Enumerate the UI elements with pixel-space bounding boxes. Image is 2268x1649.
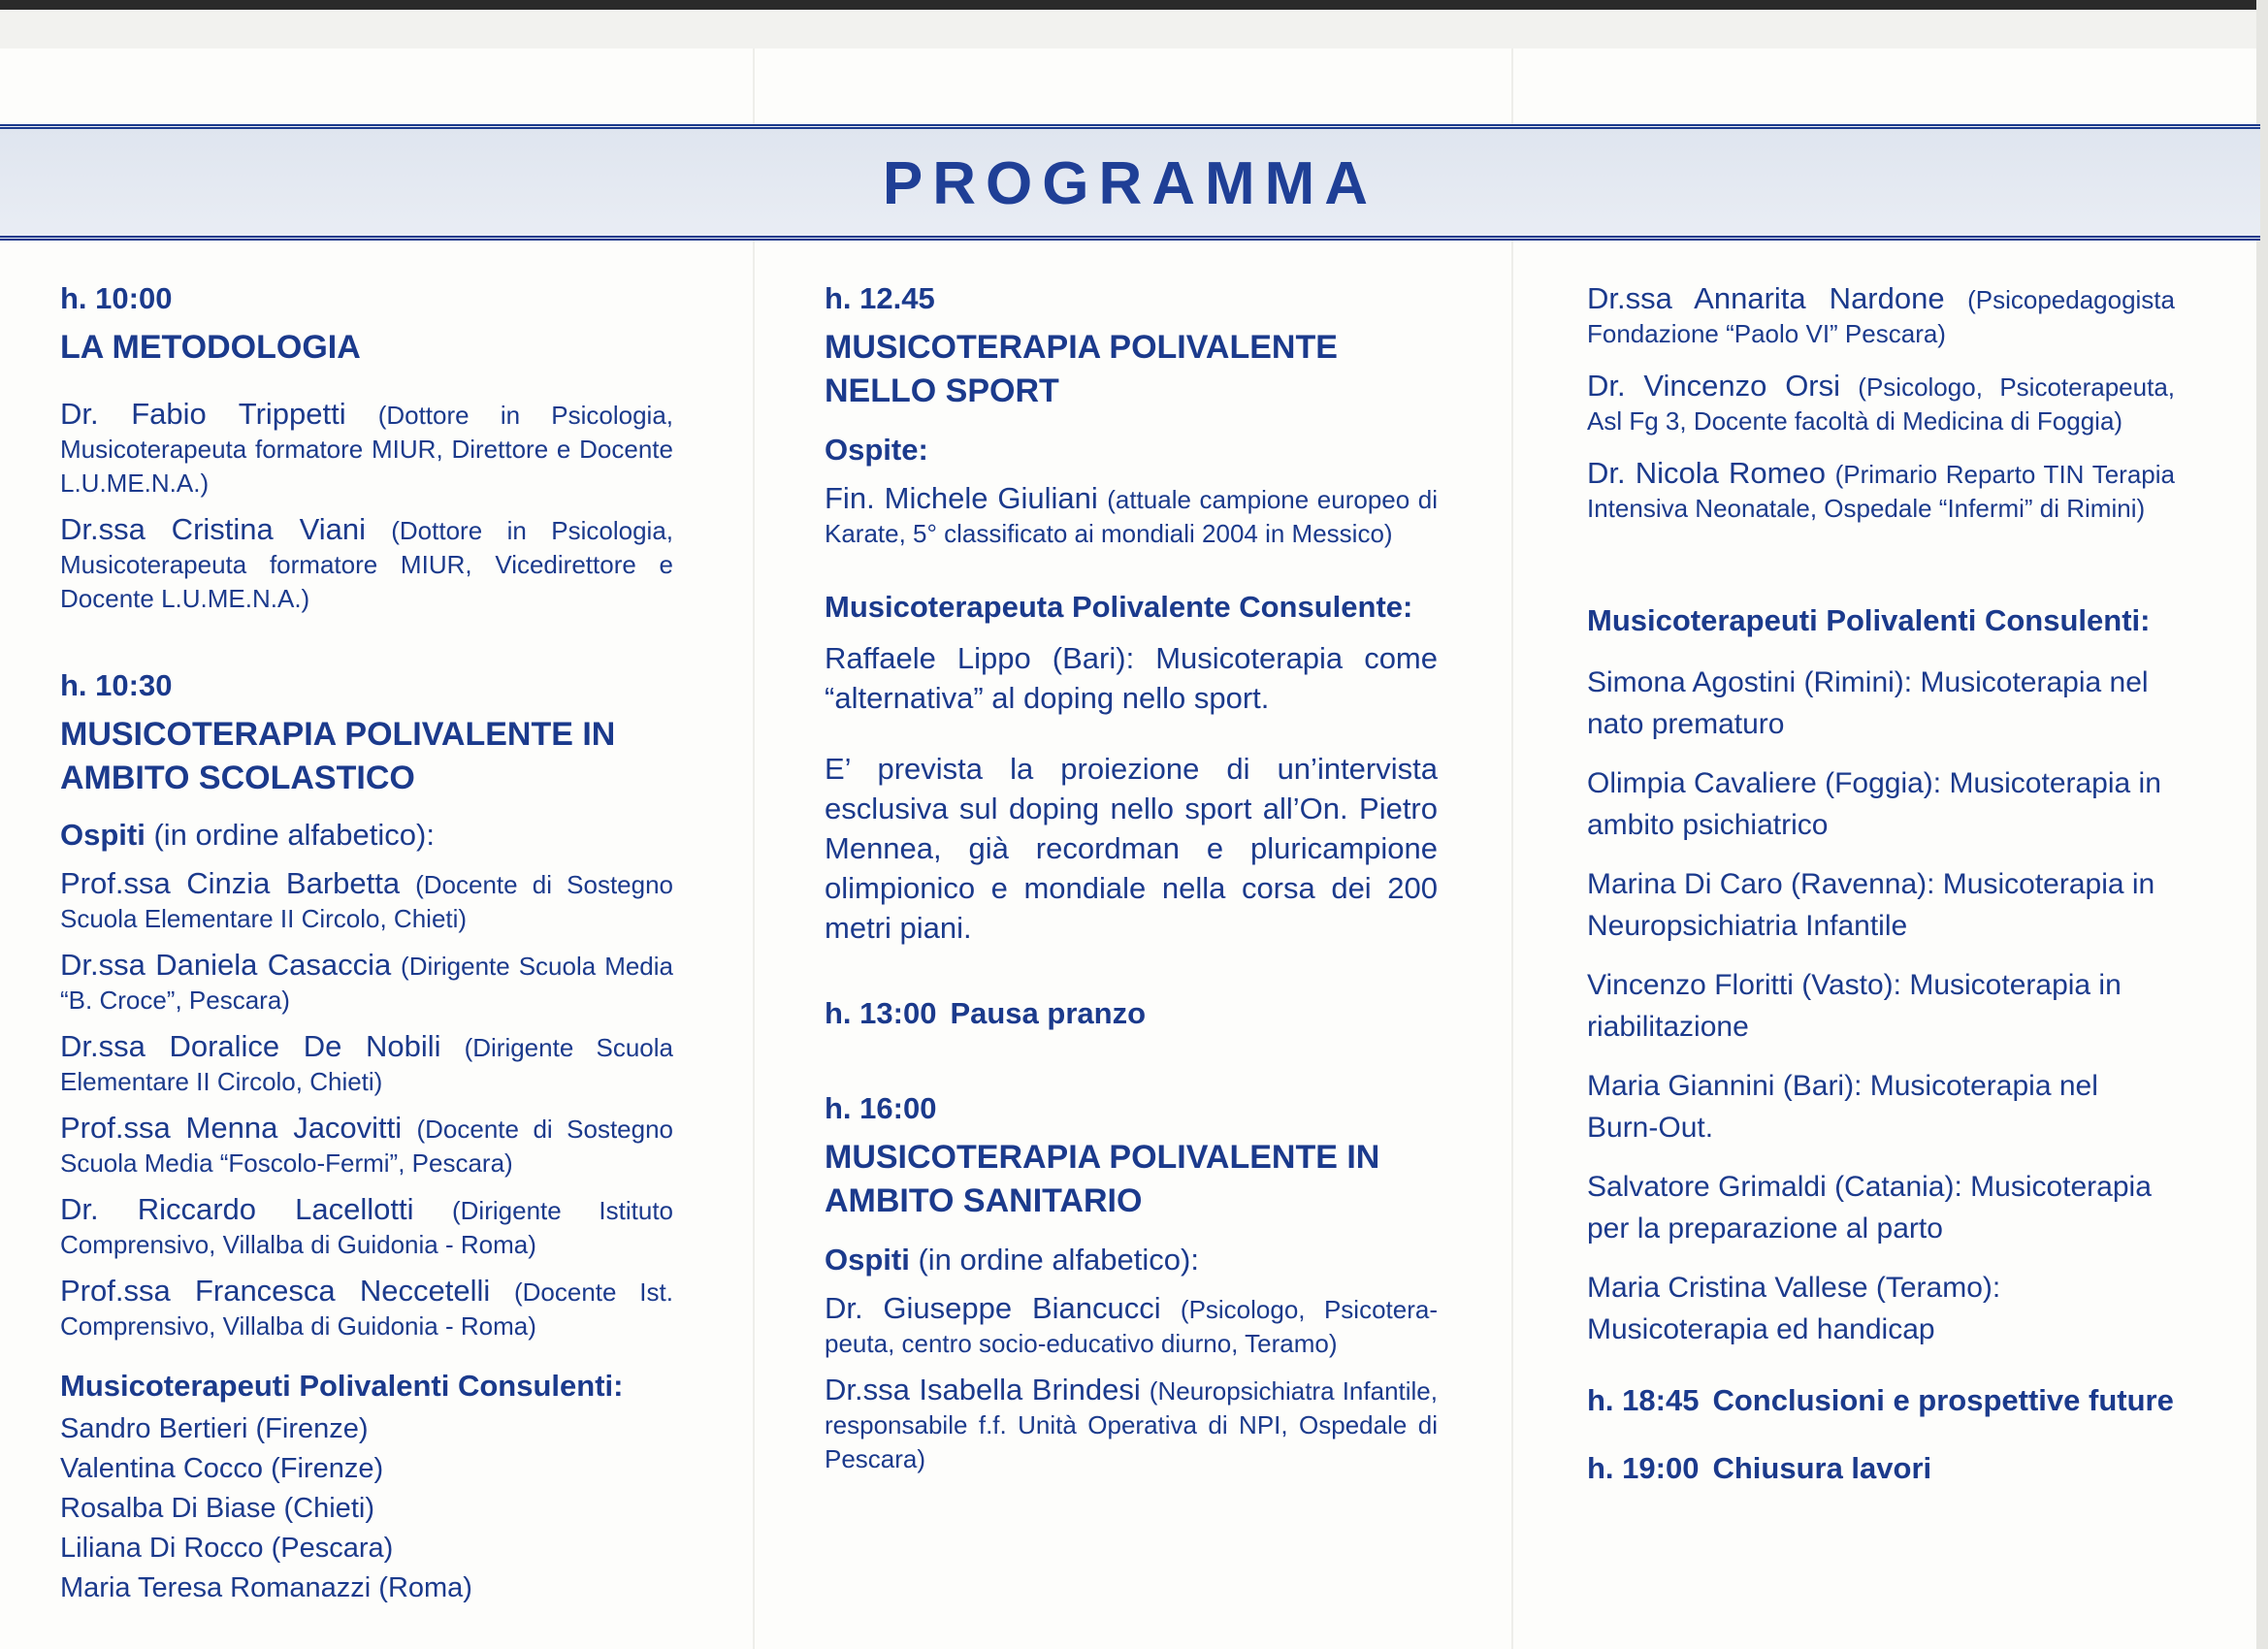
guest [60, 948, 673, 1018]
guest [60, 1274, 673, 1343]
guest-affiliation: (Psicologo, Psicotera-peuta, centro socio-educativo diurno, Teramo) [825, 1295, 1438, 1358]
session-time: h. 10:30 [60, 668, 173, 702]
column-left [60, 281, 673, 1608]
consultant-city: (Pescara) [271, 1533, 394, 1564]
consultant-name: Maria Teresa Romanazzi [60, 1572, 372, 1603]
guest-affiliation: (Dirigente Scuola Media “B. Croce”, Pescara) [60, 952, 674, 1015]
guest-affiliation: (Dirigente Istituto Comprensivo, Villalba di Guidonia - Roma) [60, 1196, 673, 1259]
list-item: Simona Agostini (Rimini): Musicoterapia nel nato prematuro [1587, 666, 2149, 740]
guest-name: Dr.ssa Doralice De Nobili [60, 1029, 441, 1063]
consultant-name: Rosalba Di Biase [60, 1493, 276, 1524]
closing-item [1587, 1451, 2175, 1486]
fold-line-1 [753, 48, 755, 1649]
consultants-heading: Musicoterapeuti Polivalenti Consulenti: [1587, 603, 2151, 637]
speaker [60, 397, 673, 501]
speaker-affiliation: (Dottore in Psicologia, Musicoterapeuta formatore MIUR, Vicedirettore e Docente L.U.ME.N.A.) [60, 516, 674, 613]
guest-affiliation: (Primario Reparto TIN Terapia Intensiva Neonatale, Ospedale “Infermi” di Rimini) [1587, 460, 2175, 523]
guest [825, 1291, 1438, 1361]
lunch-break [825, 996, 1438, 1031]
list-item: Vincenzo Floritti (Vasto): Musicoterapia in riabilitazione [1587, 969, 2122, 1043]
header-band [0, 124, 2260, 241]
scan-top-edge [0, 0, 2268, 10]
speaker-name: Dr.ssa Cristina Viani [60, 512, 366, 546]
session-title: MUSICOTERAPIA POLIVALENTE NELLO SPORT [825, 329, 1338, 409]
session-title: MUSICOTERAPIA POLIVALENTE IN AMBITO SCOLASTICO [60, 716, 616, 796]
list-item [60, 1409, 673, 1449]
closing-label: Chiusura lavori [1712, 1451, 1932, 1485]
fold-line-2 [1511, 48, 1513, 1649]
guest-affiliation: (Docente Ist. Comprensivo, Villalba di Guidonia - Roma) [60, 1277, 673, 1341]
lunch-time: h. 13:00 [825, 996, 937, 1030]
guest-name: Dr. Riccardo Lacellotti [60, 1192, 414, 1226]
consultant-city: (Firenze) [255, 1413, 369, 1444]
guest-affiliation: (Psicologo, Psicoterapeuta, Asl Fg 3, Docente facoltà di Medicina di Foggia) [1587, 372, 2175, 436]
guest-name: Fin. Michele Giuliani [825, 481, 1098, 515]
guest [1587, 456, 2175, 526]
list-item [60, 1568, 673, 1608]
guest-name: Dr.ssa Isabella Brindesi [825, 1373, 1141, 1406]
speaker [60, 512, 673, 616]
list-item [60, 1529, 673, 1568]
guest [60, 1192, 673, 1262]
guest [60, 866, 673, 936]
list-item: Maria Giannini (Bari): Musicoterapia nel Burn-Out. [1587, 1070, 2098, 1144]
guest [825, 1373, 1438, 1476]
interview-note: E’ prevista la proiezione di un’intervista esclusiva sul doping nello sport all’On. Pietro Mennea, già recordman e pluricampione olimpionico e mondiale nella corsa dei 200 metri piani. [825, 752, 1438, 945]
guest-name: Prof.ssa Menna Jacovitti [60, 1111, 403, 1145]
consultant-name: Liliana Di Rocco [60, 1533, 264, 1564]
session-title: LA METODOLOGIA [60, 329, 361, 366]
consultant-heading: Musicoterapeuta Polivalente Consulente: [825, 590, 1413, 624]
speaker-affiliation: (Dottore in Psicologia, Musicoterapeuta formatore MIUR, Direttore e Docente L.U.ME.N.A.) [60, 401, 674, 498]
consultants-heading: Musicoterapeuti Polivalenti Consulenti: [60, 1369, 624, 1403]
list-item [60, 1449, 673, 1489]
guest-name: Dr.ssa Daniela Casaccia [60, 948, 392, 982]
list-item: Olimpia Cavaliere (Foggia): Musicoterapia in ambito psichiatrico [1587, 767, 2161, 841]
consultant-city: (Firenze) [271, 1453, 384, 1484]
consultant-name: Sandro Bertieri [60, 1413, 248, 1444]
session-time: h. 10:00 [60, 281, 173, 315]
list-item: Maria Cristina Vallese (Teramo): Musicoterapia ed handicap [1587, 1272, 2001, 1345]
consultant-city: (Chieti) [283, 1493, 374, 1524]
scan-margin [0, 10, 2268, 48]
guest [60, 1029, 673, 1099]
guest-affiliation: (attuale campione europeo di Karate, 5° classificato ai mondiali 2004 in Messico) [825, 485, 1439, 548]
lunch-label: Pausa pranzo [950, 996, 1147, 1030]
scan-right-edge [2256, 0, 2268, 1649]
session-title: MUSICOTERAPIA POLIVALENTE IN AMBITO SANITARIO [825, 1139, 1380, 1219]
guest [1587, 369, 2175, 438]
column-right [1587, 281, 2175, 1486]
session-time: h. 16:00 [825, 1091, 937, 1125]
guests-label: Ospiti [60, 818, 146, 852]
conclusion-time: h. 18:45 [1587, 1383, 1700, 1417]
guest-affiliation: (Docente di Sostegno Scuola Elementare II Circolo, Chieti) [60, 870, 674, 933]
guest-affiliation: (Dirigente Scuola Elementare II Circolo, Chieti) [60, 1033, 673, 1096]
consultants-list [60, 1409, 673, 1608]
page-title: PROGRAMMA [882, 150, 1378, 217]
guests-heading [60, 818, 673, 853]
session-time: h. 12.45 [825, 281, 935, 315]
closing-time: h. 19:00 [1587, 1451, 1700, 1485]
guest [825, 481, 1438, 551]
guest [60, 1111, 673, 1180]
guest-name: Dr. Giuseppe Biancucci [825, 1291, 1161, 1325]
guests-note: (in ordine alfabetico): [153, 818, 435, 852]
guest-name: Dr. Nicola Romeo [1587, 456, 1826, 490]
consultant-name: Valentina Cocco [60, 1453, 264, 1484]
list-item: Salvatore Grimaldi (Catania): Musicoterapia per la preparazione al parto [1587, 1171, 2152, 1245]
guest-affiliation: (Neuropsichiatra Infantile, responsabile f.f. Unità Operativa di NPI, Ospedale di Pescara) [825, 1376, 1438, 1473]
guest-name: Prof.ssa Francesca Neccetelli [60, 1274, 491, 1308]
column-middle [825, 281, 1438, 1488]
guests-label: Ospiti [825, 1243, 910, 1277]
consultant-city: (Roma) [378, 1572, 472, 1603]
conclusion-item [1587, 1383, 2175, 1418]
conclusion-label: Conclusioni e prospettive future [1712, 1383, 2174, 1417]
guest-name: Dr.ssa Annarita Nardone [1587, 281, 1945, 315]
guest-name: Dr. Vincenzo Orsi [1587, 369, 1841, 403]
guest [1587, 281, 2175, 351]
speaker-name: Dr. Fabio Trippetti [60, 397, 346, 431]
guests-heading [825, 1243, 1438, 1277]
list-item [60, 1489, 673, 1529]
list-item: Marina Di Caro (Ravenna): Musicoterapia in Neuropsichiatria Infantile [1587, 868, 2155, 942]
consultant-entry: Raffaele Lippo (Bari): Musicoterapia come “alternativa” al doping nello sport. [825, 641, 1438, 715]
guest-affiliation: (Docente di Sostegno Scuola Media “Foscolo-Fermi”, Pescara) [60, 1115, 674, 1178]
guest-heading: Ospite: [825, 433, 928, 467]
guest-name: Prof.ssa Cinzia Barbetta [60, 866, 401, 900]
guests-note: (in ordine alfabetico): [918, 1243, 1199, 1277]
guest-affiliation: (Psicopedagogista Fondazione “Paolo VI” Pescara) [1587, 285, 2175, 348]
